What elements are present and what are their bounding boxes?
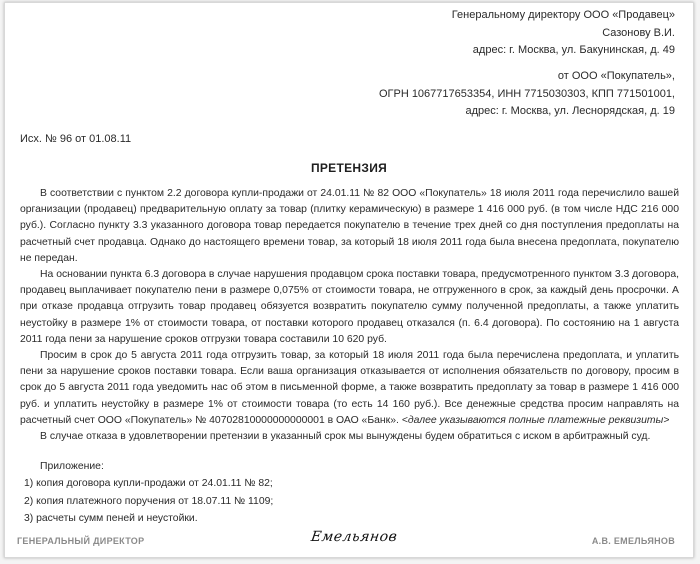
paragraph: На основании пункта 6.3 договора в случае нарушения продавцом срока поставки товара, предусмотренного пунктом 3.3 договора, продавец выплачивает покупателю пени в размере 0,075% от стоимости товара, не отгруженного в срок, за каждый день просрочки. А при отказе продавца отгрузить товар продавец обязуется возвратить покупателю сумму полученной предоплаты, а также уплатить неустойку в размере 1% от стоимости товара, от поставки которого продавец отказался (п. 6.4 договора). По состоянию на 1 августа 2011 года пени за нарушение сроков отгрузки товара составили 10 620 руб. [20,269,679,345]
paragraph: В соответствии с пунктом 2.2 договора купли-продажи от 24.01.11 № 82 ООО «Покупатель» 18 июля 2011 года перечислило вашей организации (продавец) предварительную оплату за товар (плитку керамическую) в размере 1 416 000 руб. (в том числе НДС 216 000 руб.). Согласно пункту 3.3 указанного договора товар передается покупателю в течение трех дней со дня поступления предоплаты на расчетный счет продавца. Однако до настоящего времени товар, за который 18 июля 2011 года была внесена предоплата, покупателю не передан. [20,188,679,264]
recipient-line: адрес: г. Москва, ул. Бакунинская, д. 49 [472,44,675,56]
attachments-heading: Приложение: [40,461,104,472]
recipient-block [452,7,675,60]
sender-block [379,68,675,121]
attachment-item: 3) расчеты сумм пеней и неустойки. [24,512,198,524]
sender-line: адрес: г. Москва, ул. Леснорядская, д. 19 [465,105,675,117]
sender-line: от ООО «Покупатель», [557,70,675,82]
paragraph: В случае отказа в удовлетворении претензии в указанный срок мы вынуждены будем обратиться с иском в арбитражный суд. [40,431,651,443]
outgoing-number: Исх. № 96 от 01.08.11 [20,133,132,145]
recipient-line: Генеральному директору ООО «Продавец» [451,9,675,21]
claim-letter [4,2,694,558]
recipient-line: Сазонову В.И. [602,26,675,39]
attachment-item: 2) копия платежного поручения от 18.07.11 № 1109; [24,495,274,507]
signer-position: ГЕНЕРАЛЬНЫЙ ДИРЕКТОР [17,536,145,546]
paragraph-text: Просим в срок до 5 августа 2011 года отгрузить товар, за который 18 июля 2011 года была перечислена предоплата, и уплатить пени за нарушение сроков поставки товара. Если ваша организация отказывается от исполнения обязательств по договору, просим в срок до 5 августа 2011 года уведомить нас об этом в письменной форме, а также возвратить предоплату за товар в размере 1 416 000 руб. и уплатить неустойку в размере 1% от стоимости товара (то есть 14 160 руб.). Все денежные средства просим направлять на расчетный счет ООО «Покупатель» № 40702810000000000001 в ОАО «Банк». [20,350,679,426]
paragraph [20,348,679,429]
sender-line: ОГРН 1067717653354, ИНН 7715030303, КПП 771501001, [378,87,675,100]
document-title: ПРЕТЕНЗИЯ [310,161,388,175]
attachment-item: 1) копия договора купли-продажи от 24.01.11 № 82; [24,478,273,490]
signer-name: А.В. ЕМЕЛЬЯНОВ [591,536,675,546]
signature-footer [5,529,693,551]
attachments-list [24,458,273,527]
requisites-placeholder: <далее указываются полные платежные реквизиты> [401,414,670,426]
letter-body [20,186,679,445]
handwritten-signature: Емельянов [309,529,399,545]
